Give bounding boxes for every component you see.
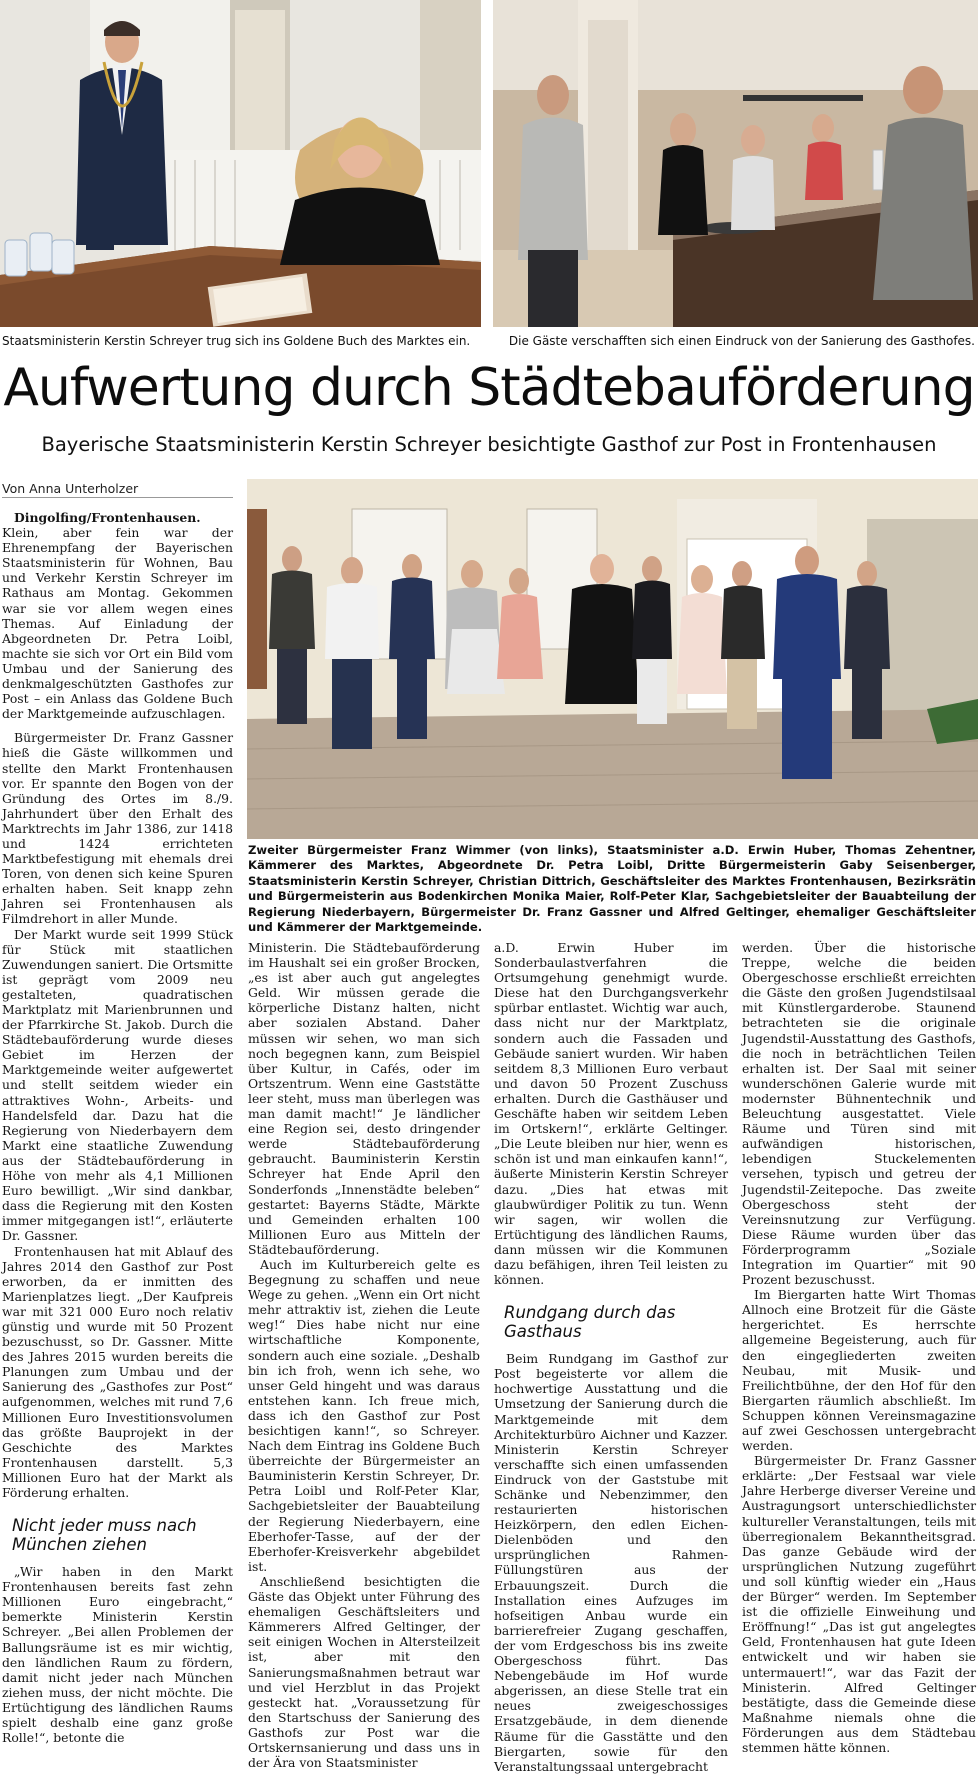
photo-group xyxy=(247,479,978,839)
paragraph: Im Biergarten hatte Wirt Thomas Allnoch eine Brotzeit für die Gäste hergerichtet. Es herrschte allgemeine Begeisterung, auch für den eingegliederten zweiten Neubau, mit Musik- und Freilichtbühne, der den Hof für den Biergarten räumlich abschließt. Im Schuppen können Vereinsmagazine auf zwei Geschossen untergebracht werden. xyxy=(742,1287,976,1454)
article-subheadline: Bayerische Staatsministerin Kerstin Schreyer besichtigte Gasthof zur Post in Frontenhausen xyxy=(41,433,937,456)
column-2 xyxy=(248,940,480,1770)
caption-top-right: Die Gäste verschafften sich einen Eindruck von der Sanierung des Gasthofes. xyxy=(508,334,975,348)
paragraph: Der Markt wurde seit 1999 Stück für Stück mit staatlichen Zuwendungen saniert. Die Ortsmitte ist geprägt vom 2009 neu gestalteten, quadratischen Marktplatz mit Marienbrunnen und der Pfarrkirche St. Jakob. Durch die Städtebauförderung wurde dieses Gebiet im Herzen der Marktgemeinde weiter aufgewertet und stellt seitdem wieder ein attraktives Wohn-, Arbeits- und Handelsfeld dar. Dazu hat die Regierung von Niederbayern dem Markt eine staatliche Zuwendung aus der Städtebauförderung in Höhe von mehr als 4,1 Millionen Euro bewilligt. „Wir sind dankbar, dass die Regierung mit den Kosten immer mitgegangen ist!“, erläuterte Dr. Gassner. xyxy=(2,926,233,1244)
subheading: Nicht jeder muss nach München ziehen xyxy=(12,1516,197,1555)
paragraph: Bürgermeister Dr. Franz Gassner erklärte: „Der Festsaal war viele Jahre Herberge diverser Vereine und Austragungsort unterschiedlichster kultureller Veranstaltungen, teils mit überregionalem Bekanntheitsgrad. Das ganze Gebäude wird der ursprünglichen Nutzung zugeführt und soll künftig wieder ein „Haus der Bürger“ werden. Im September ist die offizielle Einweihung und Eröffnung!“ „Das ist gut angelegtes Geld, Frontenhausen hat gute Ideen entwickelt und wir haben sie untermauert!“, war das Fazit der Ministerin. Alfred Geltinger bestätigte, dass die Gemeinde diese Maßnahme niemals ohne die Förderungen aus dem Städtebau stemmen hätte können. xyxy=(742,1453,976,1755)
paragraph: Bürgermeister Dr. Franz Gassner hieß die Gäste willkommen und stellte den Markt Frontenhausen vor. Er spannte den Bogen von der Gründung des Ortes im 8./9. Jahrhundert über den Erhalt des Marktrechts im Jahr 1386, zur 1418 und 1424 errichteten Marktbefestigung mit ehemals drei Toren, von denen sich keine Spuren erhalten haben. Seit knapp zehn Jahren sei Frontenhausen als Filmdrehort in aller Munde. xyxy=(2,730,233,927)
paragraph: Anschließend besichtigten die Gäste das Objekt unter Führung des ehemaligen Geschäftsleiters und Kämmerers Alfred Geltinger, der seit einigen Wochen in Altersteilzeit ist, aber mit den Sanierungsmaßnahmen betraut war und viel Herzblut in das Projekt gesteckt hat. „Voraussetzung für den Startschuss der Sanierung des Gasthofs zur Post war die Ortskernsanierung und dass uns in der Ära von Staatsminister xyxy=(248,1573,480,1771)
paragraph: Ministerin. Die Städtebauförderung im Haushalt sei ein großer Brocken, „es ist aber auch gut angelegtes Geld. Wir müssen gerade die körperliche Distanz halten, nicht aber sozialen Abstand. Daher müssen wir sehen, wo man sich noch begegnen kann, zum Beispiel über Kultur, in Cafés, oder im Ortszentrum. Wenn eine Gaststätte leer steht, muss man überlegen was man damit macht!“ Je ländlicher eine Region sei, desto dringender werde Städtebauförderung gebraucht. Bauministerin Kerstin Schreyer hat Ende April den Sonderfonds „Innenstädte beleben“ gestartet: Bayerns Städte, Märkte und Gemeinden erhalten 100 Millionen Euro aus Mitteln der Städtebauförderung. xyxy=(248,940,480,1257)
column-1 xyxy=(2,510,233,1745)
caption-top-left: Staatsministerin Kerstin Schreyer trug sich ins Goldene Buch des Marktes ein. xyxy=(2,334,471,348)
paragraph: werden. Über die historische Treppe, welche die beiden Obergeschosse erschließt erreichten die Gäste den großen Jugendstilsaal mit Künstlergarderobe. Staunend betrachteten sie die originale Jugendstil-Ausstattung des Gasthofs, die noch in beträchtlichen Teilen erhalten ist. Der Saal mit seiner wunderschönen Galerie wurde mit modernster Bühnentechnik und Beleuchtung ausgestattet. Viele Räume und Türen sind mit aufwändigen historischen, lebendigen Stuckelementen versehen, typisch und getreu der Jugendstil-Zeitepoche. Das zweite Obergeschoss steht der Vereinsnutzung zur Verfügung. Diese Räume wurden über das Förderprogramm „Soziale Integration im Quartier“ mit 90 Prozent bezuschusst. xyxy=(742,940,976,1288)
column-4 xyxy=(742,940,976,1755)
byline: Von Anna Unterholzer xyxy=(2,481,139,496)
subheading: Rundgang durch das Gasthaus xyxy=(504,1303,676,1342)
article-headline: Aufwertung durch Städtebauförderung xyxy=(3,358,975,418)
photo-signing-golden-book xyxy=(0,0,481,327)
photo-guests-restaurant xyxy=(493,0,978,327)
paragraph: Auch im Kulturbereich gelte es Begegnung zu schaffen und neue Wege zu gehen. „Wenn ein Ort nicht mehr attraktiv ist, ziehen die Leute weg!“ Dies habe nicht nur eine wirtschaftliche Komponente, sondern auch eine soziale. „Deshalb bin ich froh, wenn ich sehe, wo unser Geld hingeht und was daraus entstehen kann. Ich freue mich, dass ich den Gasthof zur Post besichtigen kann!“, so Schreyer. Nach dem Eintrag ins Goldene Buch überreichte der Bürgermeister an Bauministerin Kerstin Schreyer, Dr. Petra Loibl und Rolf-Peter Klar, Sachgebietsleiter der Bauabteilung der Regierung Niederbayern, eine Eberhofer-Tasse, auf der der Eberhofer-Kreisverkehr abgebildet ist. xyxy=(248,1256,480,1574)
byline-divider xyxy=(2,497,233,498)
caption-group: Zweiter Bürgermeister Franz Wimmer (von links), Staatsminister a.D. Erwin Huber, Thomas Zehentner, Kämmerer des Marktes, Abgeordnete Dr. Petra Loibl, Dritte Bürgermeisterin Gaby Seisenberger, Staatsministerin Kerstin Schreyer, Christian Dittrich, Geschäftsleiter des Marktes Frontenhausen, Bezirksrätin und Bürgermeisterin aus Bodenkirchen Monika Maier, Rolf-Peter Klar, Sachgebietsleiter der Bauabteilung der Regierung Niederbayern, Bürgermeister Dr. Franz Gassner und Alfred Geltinger, ehemaliger Geschäftsleiter und Kämmerer der Marktgemeinde. xyxy=(248,843,976,935)
dateline: Dingolfing/Frontenhausen. xyxy=(14,510,201,525)
paragraph: Beim Rundgang im Gasthof zur Post begeisterte vor allem die hochwertige Ausstattung und die Umsetzung der Sanierung durch die Marktgemeinde mit dem Architekturbüro Aichner und Kazzer. Ministerin Kerstin Schreyer verschaffte sich einen umfassenden Eindruck von der Gaststube mit Schänke und Nebenzimmer, den restaurierten historischen Heizkörpern, den edlen Eichen-Dielenböden und den ursprünglichen Rahmen-Füllungstüren aus der Erbauungszeit. Durch die Installation eines Aufzuges im hofseitigen Anbau wurde ein barrierefreier Zugang geschaffen, der vom Erdgeschoss bis ins zweite Obergeschoss führt. Das Nebengebäude im Hof wurde abgerissen, an diese Stelle trat ein neues zweigeschossiges Ersatzgebäude, in dem dienende Räume für die Gasstätte und den Biergarten, sowie für den Veranstaltungssaal untergebracht xyxy=(494,1351,728,1774)
paragraph: „Wir haben in den Markt Frontenhausen bereits fast zehn Millionen Euro eingebracht,“ bemerkte Ministerin Kerstin Schreyer. „Bei allen Problemen der Ballungsräume ist es mir wichtig, den ländlichen Raum zu fördern, damit nicht jeder nach München ziehen muss, der nicht möchte. Die Ertüchtigung des ländlichen Raums spielt deshalb eine ganz große Rolle!“, betonte die xyxy=(2,1564,233,1746)
paragraph: Klein, aber fein war der Ehrenempfang der Bayerischen Staatsministerin für Wohnen, Bau und Verkehr Kerstin Schreyer im Rathaus am Montag. Gekommen war sie vor allem wegen eines Themas. Auf Einladung der Abgeordneten Dr. Petra Loibl, machte sie sich vor Ort ein Bild vom Umbau und der Sanierung des denkmalgeschützten Gasthofes zur Post – ein Anlass das Goldene Buch der Marktgemeinde aufzuschlagen. xyxy=(2,525,233,722)
paragraph: Frontenhausen hat mit Ablauf des Jahres 2014 den Gasthof zur Post erworben, da er inmitten des Marienplatzes liegt. „Der Kaufpreis war mit 321 000 Euro noch relativ günstig und wurde mit 50 Prozent bezuschusst, so Dr. Gassner. Mitte des Jahres 2015 wurden bereits die Planungen zum Umbau und der Sanierung des „Gasthofes zur Post“ aufgenommen, welches mit rund 7,6 Millionen Euro Investitionsvolumen das größte Bauprojekt in der Geschichte des Marktes Frontenhausen darstellt. 5,3 Millionen Euro hat der Markt als Förderung erhalten. xyxy=(2,1243,233,1500)
paragraph: a.D. Erwin Huber im Sonderbaulastverfahren die Ortsumgehung genehmigt wurde. Diese hat den Durchgangsverkehr spürbar entlastet. Wichtig war auch, dass nicht nur der Marktplatz, sondern auch die Fassaden und Gebäude saniert wurden. Wir haben seitdem 8,3 Millionen Euro verbaut und davon 50 Prozent Zuschuss erhalten. Durch die Gasthäuser und Geschäfte haben wir seitdem Leben im Ortskern!“, erklärte Geltinger. „Die Leute bleiben nur hier, wenn es schön ist und man einkaufen kann!“, äußerte Ministerin Kerstin Schreyer dazu. „Dies hat etwas mit glaubwürdiger Politik zu tun. Wenn wir sagen, wir wollen die Ertüchtigung des ländlichen Raums, dann müssen wir die Kommunen dazu befähigen, ihren Teil leisten zu können. xyxy=(494,940,728,1288)
column-3 xyxy=(494,940,728,1774)
